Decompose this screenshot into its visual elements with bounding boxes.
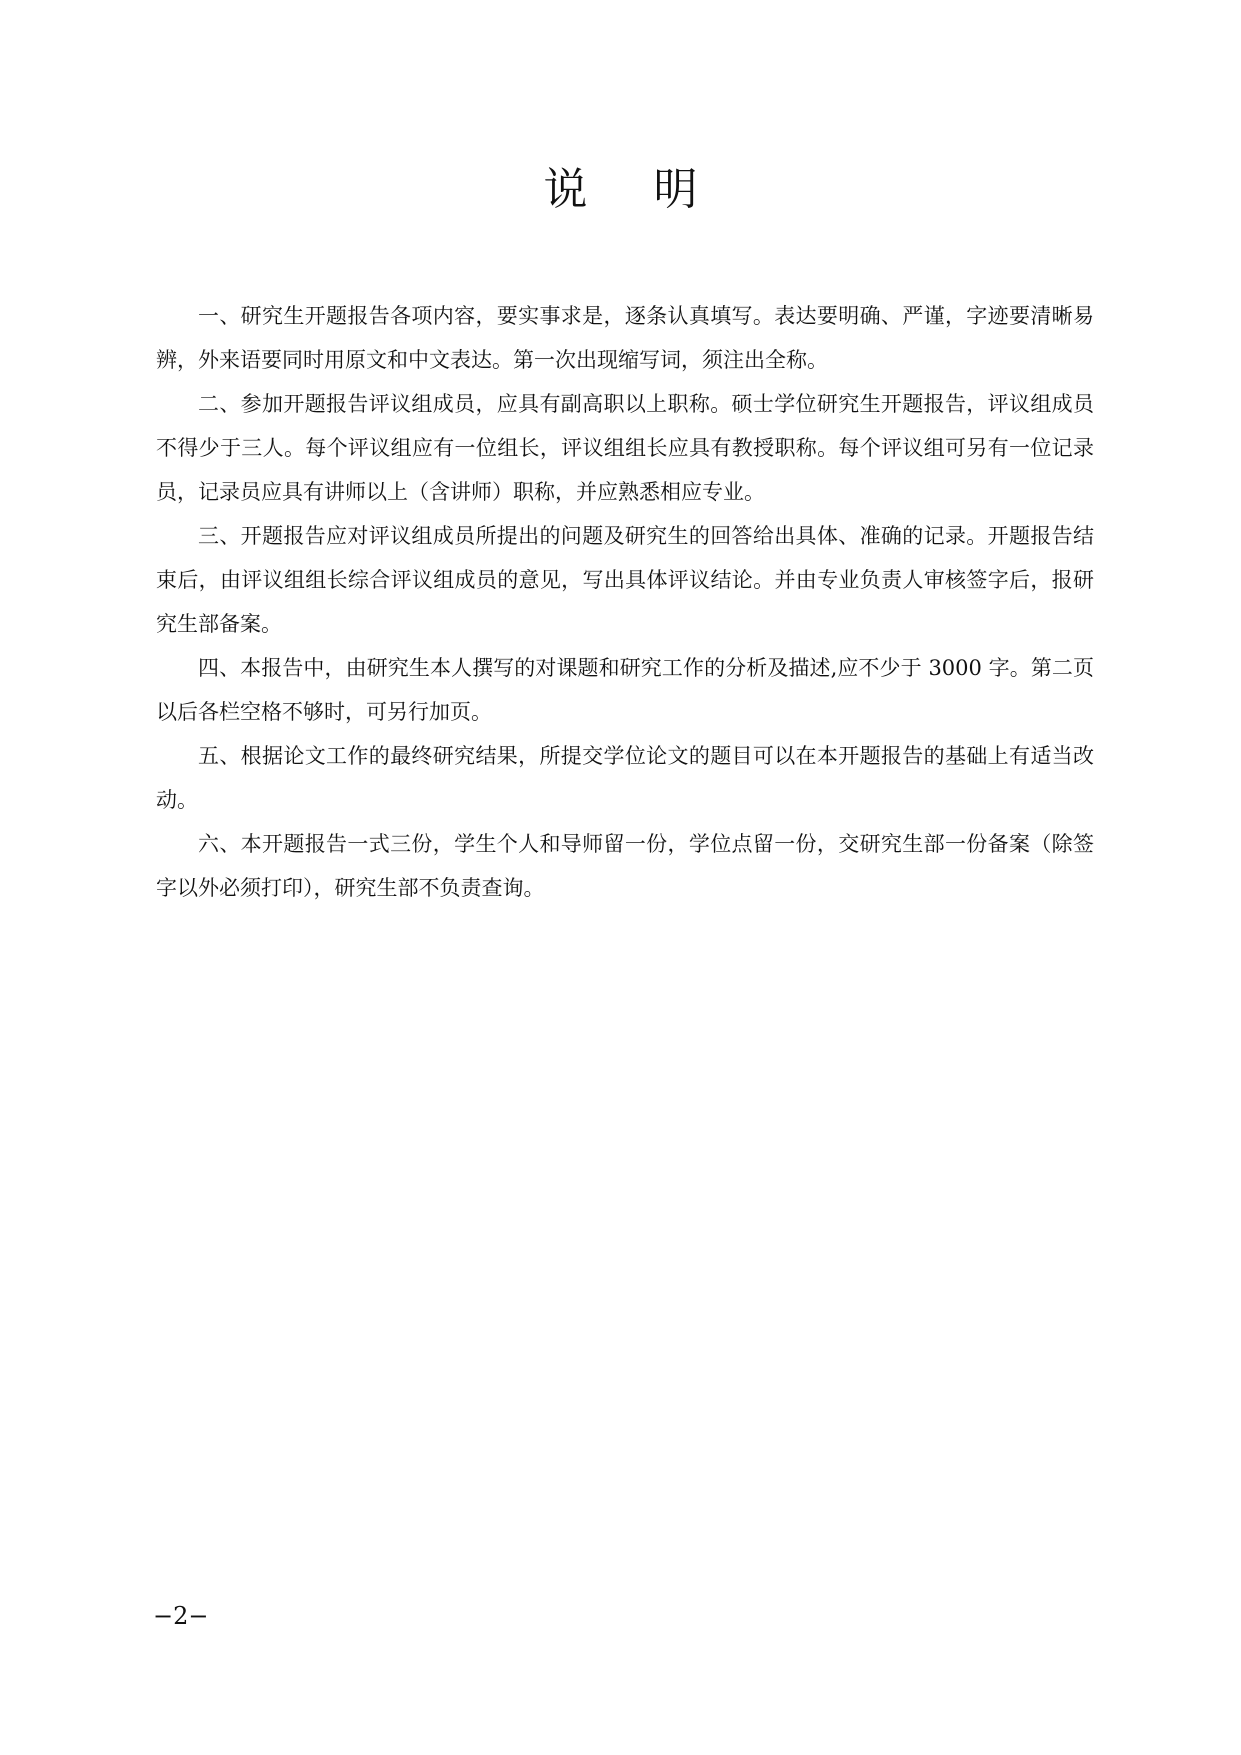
instruction-paragraph-6: 六、本开题报告一式三份，学生个人和导师留一份，学位点留一份，交研究生部一份备案（除签字以外必须打印），研究生部不负责查询。 [156,832,1094,900]
instruction-paragraph-5: 五、根据论文工作的最终研究结果，所提交学位论文的题目可以在本开题报告的基础上有适当改动。 [156,744,1094,812]
instruction-paragraph-2: 二、参加开题报告评议组成员，应具有副高职以上职称。硕士学位研究生开题报告，评议组成员不得少于三人。每个评议组应有一位组长，评议组组长应具有教授职称。每个评议组可另有一位记录员，记录员应具有讲师以上（含讲师）职称，并应熟悉相应专业。 [156,392,1094,504]
instructions-body [156,294,1094,910]
title-char-1: 说 [543,164,588,215]
instruction-paragraph-3: 三、开题报告应对评议组成员所提出的问题及研究生的回答给出具体、准确的记录。开题报告结束后，由评议组组长综合评议组成员的意见，写出具体评议结论。并由专业负责人审核签字后，报研究生部备案。 [156,524,1094,636]
page-number: −2− [153,1602,209,1630]
title-char-2: 明 [653,164,698,215]
page-title [0,160,1241,220]
instruction-paragraph-1: 一、研究生开题报告各项内容，要实事求是，逐条认真填写。表达要明确、严谨，字迹要清晰易辨，外来语要同时用原文和中文表达。第一次出现缩写词，须注出全称。 [156,304,1094,372]
instruction-paragraph-4: 四、本报告中，由研究生本人撰写的对课题和研究工作的分析及描述,应不少于 3000 字。第二页以后各栏空格不够时，可另行加页。 [156,656,1094,724]
